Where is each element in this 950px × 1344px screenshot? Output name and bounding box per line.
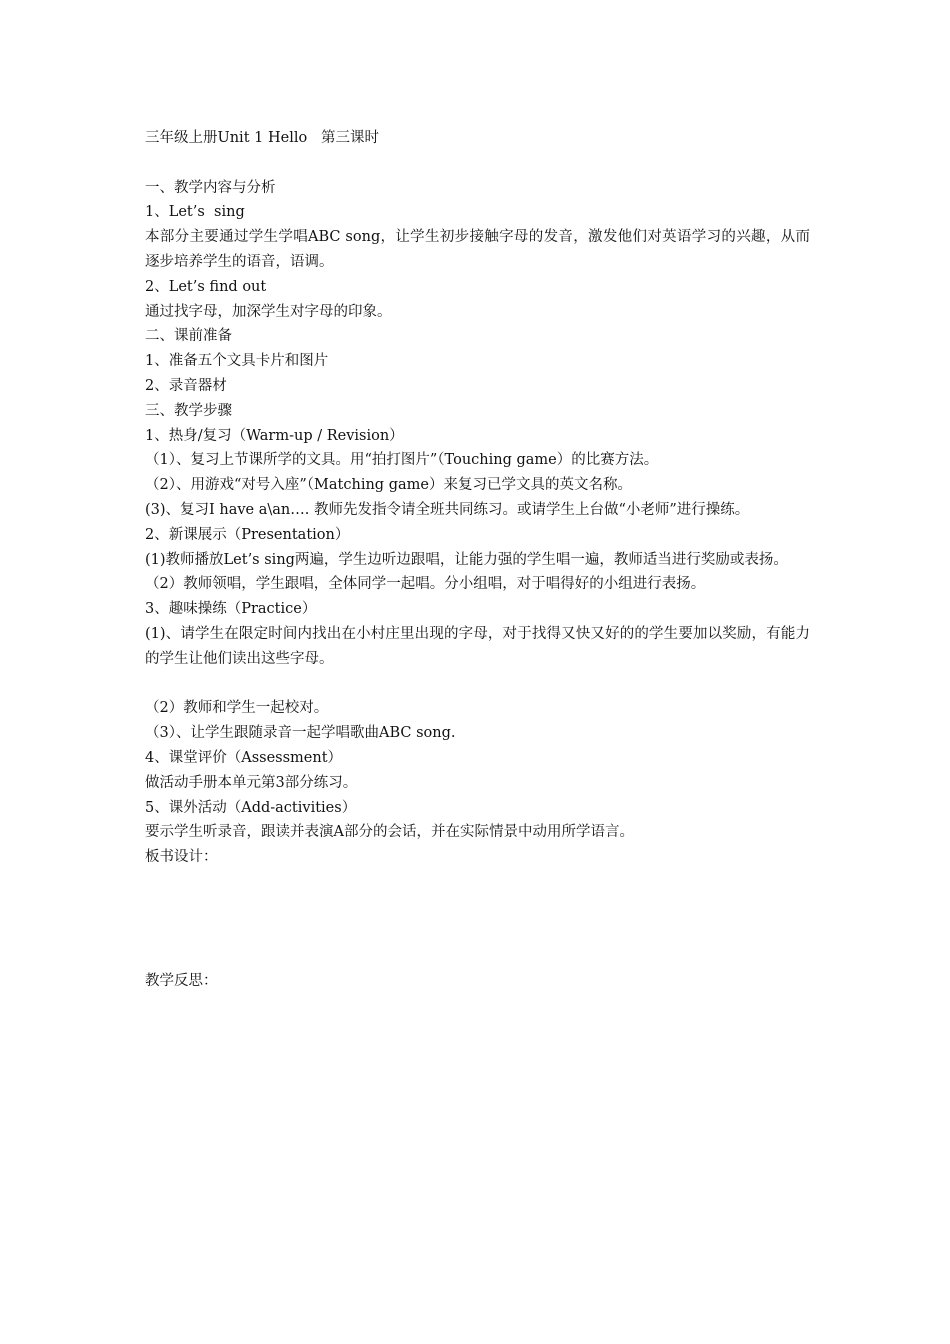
practice-item-2: （2）教师和学生一起校对。 — [145, 700, 329, 717]
section-heading-teaching-steps: 三、教学步骤 — [145, 402, 232, 419]
section-heading-content-analysis: 一、教学内容与分析 — [145, 179, 276, 196]
step-presentation: 2、新课展示（Presentation） — [145, 526, 350, 543]
practice-item-3: （3）、让学生跟随录音一起学唱歌曲ABC song. — [145, 725, 456, 742]
blank-line — [145, 920, 810, 945]
presentation-item-2: （2）教师领唱，学生跟唱，全体同学一起唱。分小组唱，对于唱得好的小组进行表扬。 — [145, 576, 706, 593]
warm-up-item-1: （1）、复习上节课所学的文具。用“拍打图片”（Touching game）的比赛方法。 — [145, 452, 659, 469]
blank-line — [145, 895, 810, 920]
subheading-lets-find-out: 2、Let’s find out — [145, 278, 267, 295]
preparation-item-1: 1、准备五个文具卡片和图片 — [145, 353, 329, 370]
step-assessment: 4、课堂评价（Assessment） — [145, 749, 343, 766]
subheading-lets-sing: 1、Let’s sing — [145, 204, 245, 221]
step-warm-up: 1、热身/复习（Warm-up / Revision） — [145, 427, 404, 444]
document-title: 三年级上册Unit 1 Hello 第三课时 — [145, 130, 380, 146]
teaching-reflection-label: 教学反思： — [145, 973, 218, 990]
blackboard-design-label: 板书设计： — [145, 849, 218, 866]
step-practice: 3、趣味操练（Practice） — [145, 601, 317, 618]
presentation-item-1: (1)教师播放Let’s sing两遍，学生边听边跟唱，让能力强的学生唱一遍，教师适当进行奖励或表扬。 — [145, 551, 788, 568]
step-add-activities: 5、课外活动（Add-activities） — [145, 799, 357, 816]
assessment-text: 做活动手册本单元第3部分练习。 — [145, 774, 358, 791]
blank-line — [145, 944, 810, 969]
preparation-item-2: 2、录音器材 — [145, 377, 227, 394]
blank-line — [145, 870, 810, 895]
warm-up-item-2: （2）、用游戏“对号入座”（Matching game）来复习已学文具的英文名称。 — [145, 477, 632, 494]
blank-line — [145, 672, 810, 697]
add-activities-text: 要示学生听录音，跟读并表演A部分的会话，并在实际情景中动用所学语言。 — [145, 824, 634, 841]
warm-up-item-3: (3)、复习I have a\an…. 教师先发指令请全班共同练习。或请学生上台做“小老师”进行操练。 — [145, 501, 750, 518]
document-body — [145, 126, 810, 994]
paragraph-lets-find-out: 通过找字母，加深学生对字母的印象。 — [145, 303, 392, 320]
practice-item-1: (1)、请学生在限定时间内找出在小村庄里出现的字母，对于找得又快又好的的学生要加以奖励，有能力的学生让他们读出这些字母。 — [145, 625, 810, 667]
paragraph-lets-sing: 本部分主要通过学生学唱ABC song，让学生初步接触字母的发音，激发他们对英语学习的兴趣，从而逐步培养学生的语音，语调。 — [145, 229, 810, 270]
blank-line — [145, 151, 810, 176]
section-heading-preparation: 二、课前准备 — [145, 328, 232, 345]
